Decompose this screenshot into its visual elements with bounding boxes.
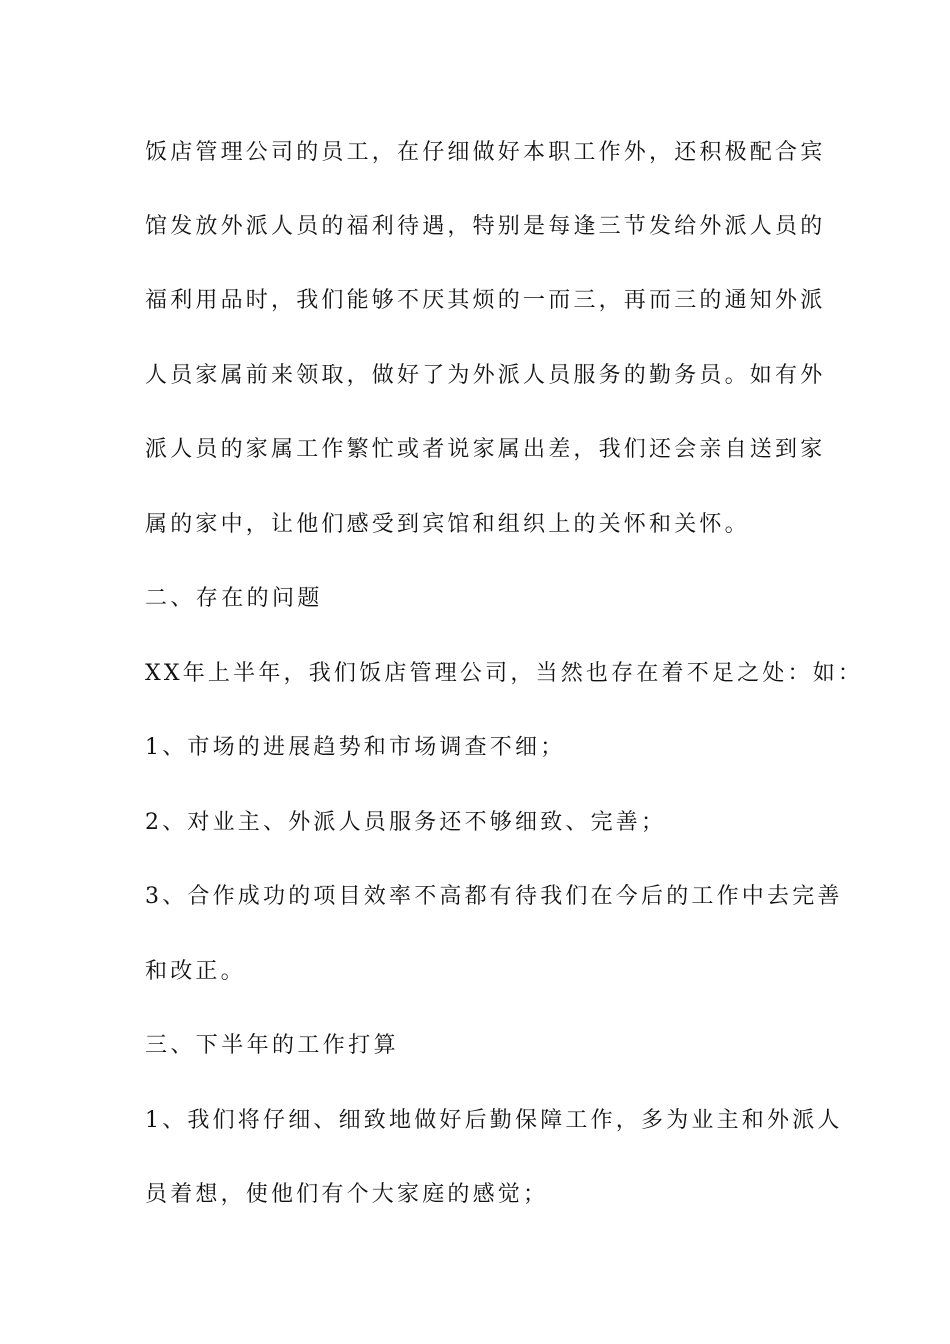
section-intro: XX年上半年，我们饭店管理公司，当然也存在着不足之处：如： — [145, 661, 864, 686]
list-item: 1、我们将仔细、细致地做好后勤保障工作，多为业主和外派人 — [145, 1108, 843, 1133]
paragraph-line: 属的家中，让他们感受到宾馆和组织上的关怀和关怀。 — [145, 512, 750, 537]
paragraph-line: 福利用品时，我们能够不厌其烦的一而三，再而三的通知外派 — [145, 288, 826, 313]
paragraph-line: 派人员的家属工作繁忙或者说家属出差，我们还会亲自送到家 — [145, 437, 826, 462]
section-heading-plan: 三、下半年的工作打算 — [145, 1033, 400, 1058]
list-item: 1、市场的进展趋势和市场调查不细； — [145, 735, 566, 760]
section-heading-problems: 二、存在的问题 — [145, 586, 323, 611]
paragraph-line: 馆发放外派人员的福利待遇，特别是每逢三节发给外派人员的 — [145, 214, 826, 239]
paragraph-line: 饭店管理公司的员工，在仔细做好本职工作外，还积极配合宾 — [145, 140, 826, 165]
paragraph-line: 人员家属前来领取，做好了为外派人员服务的勤务员。如有外 — [145, 363, 826, 388]
list-item: 3、合作成功的项目效率不高都有待我们在今后的工作中去完善 — [145, 884, 843, 909]
list-item-continuation: 员着想，使他们有个大家庭的感觉； — [145, 1182, 549, 1207]
list-item-continuation: 和改正。 — [145, 959, 246, 984]
list-item: 2、对业主、外派人员服务还不够细致、完善； — [145, 810, 667, 835]
